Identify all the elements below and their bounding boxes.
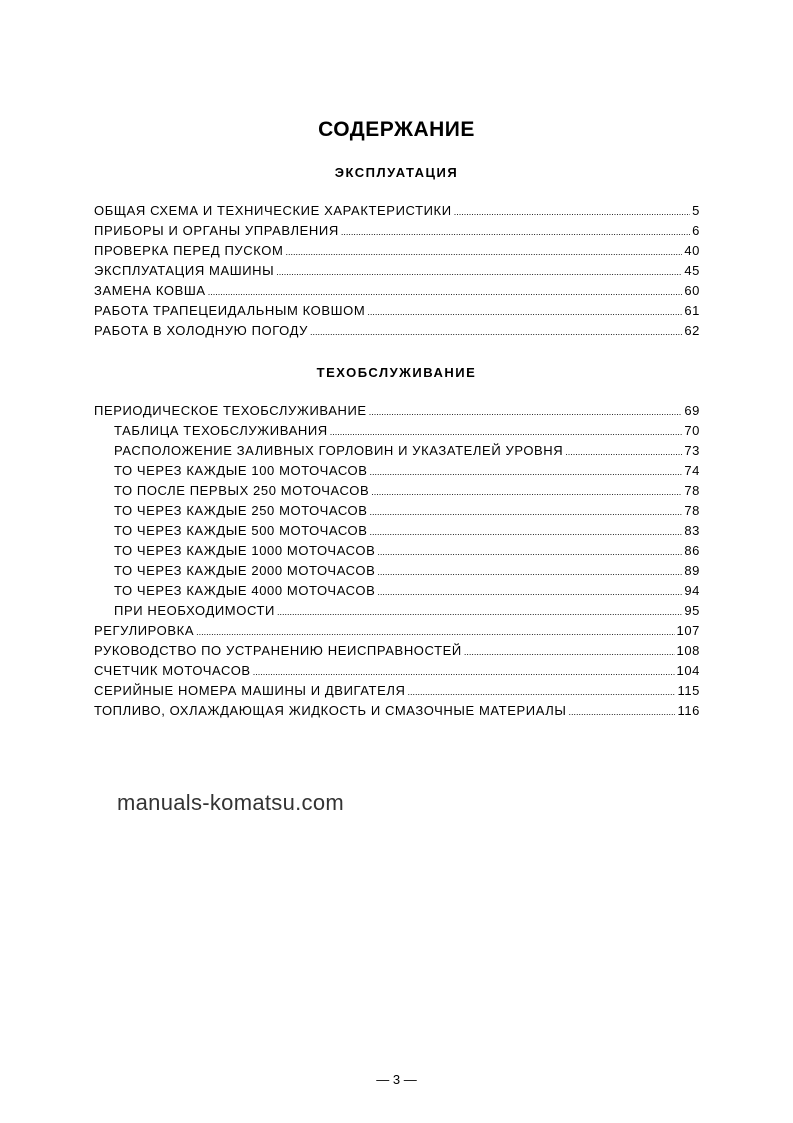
toc-entry-label: ОБЩАЯ СХЕМА И ТЕХНИЧЕСКИЕ ХАРАКТЕРИСТИКИ [94, 203, 452, 218]
toc-entry-page: 78 [684, 503, 700, 518]
dot-leader [253, 667, 675, 677]
page-title: СОДЕРЖАНИЕ [318, 118, 475, 141]
dot-leader [208, 287, 683, 297]
toc-entry-label: ЗАМЕНА КОВША [94, 283, 206, 298]
toc-entry-label: ПРИ НЕОБХОДИМОСТИ [114, 603, 275, 618]
toc-entry[interactable] [94, 603, 700, 623]
toc-entry-label: ТО ПОСЛЕ ПЕРВЫХ 250 МОТОЧАСОВ [114, 483, 370, 498]
toc-entry-page: 40 [684, 243, 700, 258]
toc-entry[interactable] [94, 703, 700, 723]
toc-entry-label: ТОПЛИВО, ОХЛАЖДАЮЩАЯ ЖИДКОСТЬ И СМАЗОЧНЫЕ МАТЕРИАЛЫ [94, 703, 567, 718]
toc-entry-page: 89 [684, 563, 700, 578]
toc-entry-page: 74 [684, 463, 700, 478]
toc-entry-label: ПРИБОРЫ И ОРГАНЫ УПРАВЛЕНИЯ [94, 223, 339, 238]
toc-entry-page: 104 [676, 663, 700, 678]
dot-leader [277, 607, 682, 617]
section-heading-operation: ЭКСПЛУАТАЦИЯ [334, 165, 459, 180]
toc-entry-label: РАБОТА В ХОЛОДНУЮ ПОГОДУ [94, 323, 309, 338]
toc-entry[interactable] [94, 223, 700, 243]
toc-entry-page: 73 [684, 443, 700, 458]
toc-list-operation [94, 203, 700, 343]
dot-leader [310, 327, 682, 337]
toc-entry-page: 60 [684, 283, 700, 298]
dot-leader [330, 427, 683, 437]
dot-leader [285, 247, 682, 257]
toc-entry-page: 83 [684, 523, 700, 538]
toc-entry[interactable] [94, 563, 700, 583]
toc-entry-page: 45 [684, 263, 700, 278]
toc-entry[interactable] [94, 403, 700, 423]
toc-entry[interactable] [94, 323, 700, 343]
toc-entry[interactable] [94, 443, 700, 463]
toc-entry-label: РУКОВОДСТВО ПО УСТРАНЕНИЮ НЕИСПРАВНОСТЕЙ [94, 643, 462, 658]
toc-entry-label: ЭКСПЛУАТАЦИЯ МАШИНЫ [94, 263, 275, 278]
dot-leader [407, 687, 675, 697]
toc-entry[interactable] [94, 623, 700, 643]
toc-entry-page: 70 [684, 423, 700, 438]
toc-entry[interactable] [94, 463, 700, 483]
dot-leader [377, 567, 682, 577]
dot-leader [371, 487, 682, 497]
toc-entry[interactable] [94, 303, 700, 323]
dot-leader [369, 407, 683, 417]
dot-leader [341, 227, 690, 237]
toc-entry[interactable] [94, 523, 700, 543]
toc-entry-label: ТО ЧЕРЕЗ КАЖДЫЕ 1000 МОТОЧАСОВ [114, 543, 376, 558]
toc-entry-page: 69 [684, 403, 700, 418]
toc-entry-page: 61 [684, 303, 700, 318]
toc-entry-label: РАСПОЛОЖЕНИЕ ЗАЛИВНЫХ ГОРЛОВИН И УКАЗАТЕЛЕЙ УРОВНЯ [114, 443, 564, 458]
toc-entry[interactable] [94, 643, 700, 663]
toc-entry[interactable] [94, 583, 700, 603]
toc-entry-label: ТО ЧЕРЕЗ КАЖДЫЕ 4000 МОТОЧАСОВ [114, 583, 376, 598]
toc-entry-page: 107 [676, 623, 700, 638]
dot-leader [565, 447, 682, 457]
toc-entry-page: 115 [677, 683, 700, 698]
toc-entry[interactable] [94, 543, 700, 563]
toc-entry-page: 108 [676, 643, 700, 658]
toc-entry[interactable] [94, 283, 700, 303]
watermark: manuals-komatsu.com [117, 790, 344, 815]
toc-entry[interactable] [94, 423, 700, 443]
toc-entry-label: ТО ЧЕРЕЗ КАЖДЫЕ 500 МОТОЧАСОВ [114, 523, 368, 538]
dot-leader [370, 527, 683, 537]
toc-entry[interactable] [94, 243, 700, 263]
toc-entry-label: ТО ЧЕРЕЗ КАЖДЫЕ 2000 МОТОЧАСОВ [114, 563, 376, 578]
dot-leader [377, 547, 682, 557]
toc-entry[interactable] [94, 483, 700, 503]
toc-entry-label: ПЕРИОДИЧЕСКОЕ ТЕХОБСЛУЖИВАНИЕ [94, 403, 367, 418]
dot-leader [377, 587, 682, 597]
dot-leader [276, 267, 682, 277]
toc-entry-page: 116 [677, 703, 700, 718]
toc-entry-label: СЧЕТЧИК МОТОЧАСОВ [94, 663, 251, 678]
toc-entry-label: ПРОВЕРКА ПЕРЕД ПУСКОМ [94, 243, 284, 258]
dot-leader [454, 207, 690, 217]
toc-entry-page: 6 [692, 223, 700, 238]
dot-leader [370, 507, 683, 517]
toc-list-maintenance [94, 403, 700, 723]
toc-entry-label: СЕРИЙНЫЕ НОМЕРА МАШИНЫ И ДВИГАТЕЛЯ [94, 683, 406, 698]
page-number: — 3 — [376, 1072, 417, 1087]
toc-entry-label: ТО ЧЕРЕЗ КАЖДЫЕ 100 МОТОЧАСОВ [114, 463, 368, 478]
toc-entry[interactable] [94, 263, 700, 283]
toc-entry[interactable] [94, 683, 700, 703]
toc-entry[interactable] [94, 503, 700, 523]
toc-entry[interactable] [94, 663, 700, 683]
toc-entry-page: 5 [692, 203, 700, 218]
section-heading-maintenance: ТЕХОБСЛУЖИВАНИЕ [316, 365, 477, 380]
dot-leader [196, 627, 674, 637]
toc-entry[interactable] [94, 203, 700, 223]
dot-leader [370, 467, 683, 477]
dot-leader [367, 307, 682, 317]
toc-entry-label: ТО ЧЕРЕЗ КАЖДЫЕ 250 МОТОЧАСОВ [114, 503, 368, 518]
toc-entry-page: 62 [684, 323, 700, 338]
toc-entry-label: РЕГУЛИРОВКА [94, 623, 195, 638]
toc-entry-page: 95 [684, 603, 700, 618]
toc-entry-page: 94 [684, 583, 700, 598]
toc-entry-page: 86 [684, 543, 700, 558]
dot-leader [464, 647, 675, 657]
toc-entry-label: ТАБЛИЦА ТЕХОБСЛУЖИВАНИЯ [114, 423, 328, 438]
dot-leader [569, 707, 676, 717]
toc-entry-label: РАБОТА ТРАПЕЦЕИДАЛЬНЫМ КОВШОМ [94, 303, 366, 318]
toc-entry-page: 78 [684, 483, 700, 498]
